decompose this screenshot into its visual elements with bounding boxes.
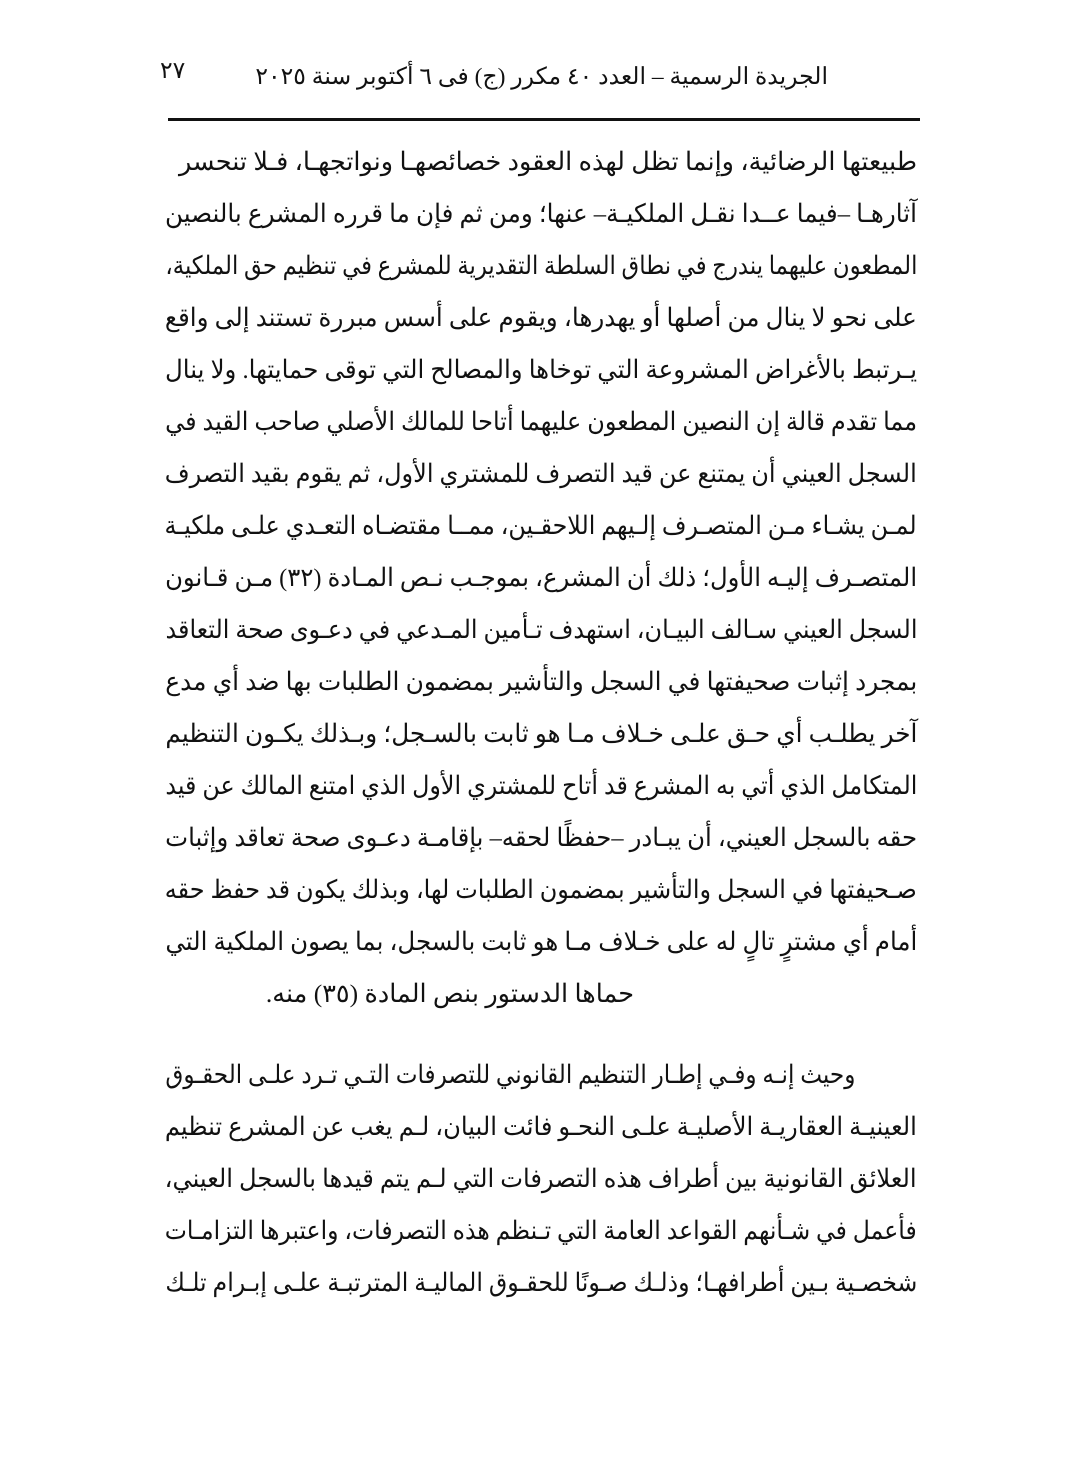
paragraph-1	[165, 136, 917, 1020]
text-line	[165, 656, 917, 708]
line-text: بمجرد إثبات صحيفتها في السجل والتأشير بمضمون الطلبات بها ضد أي مدع	[165, 667, 917, 696]
line-text: فأعمل في شـأنهم القواعد العامة التي تـنظم هذه التصرفات، واعتبرها التزامـات	[165, 1216, 917, 1245]
paragraph-2	[165, 1049, 917, 1309]
text-line	[165, 604, 917, 656]
text-line	[165, 1153, 917, 1205]
line-text: السجل العيني سـالف البيـان، استهدف تـأمين المـدعي في دعـوى صحة التعاقد	[164, 615, 917, 644]
line-text: وحيث إنـه وفـي إطـار التنظيم القانوني للتصرفات التـي تـرد علـى الحقـوق	[165, 1060, 855, 1089]
line-text: العينيـة العقاريـة الأصليـة علـى النحـو فائت البيان، لـم يغب عن المشرع تنظيم	[164, 1112, 917, 1141]
line-text: أمام أي مشترٍ تالٍ له على خـلاف مـا هو ثابت بالسجل، بما يصون الملكية التي	[165, 927, 917, 956]
text-line	[165, 552, 917, 604]
text-line-last	[165, 968, 917, 1020]
line-text: المطعون عليهما يندرج في نطاق السلطة التقديرية للمشرع في تنظيم حق الملكية،	[165, 251, 917, 280]
text-line	[165, 1101, 917, 1153]
line-text: السجل العيني أن يمتنع عن قيد التصرف للمشتري الأول، ثم يقوم بقيد التصرف	[164, 459, 917, 488]
text-line	[165, 1049, 917, 1101]
line-text: المتصـرف إليـه الأول؛ ذلك أن المشرع، بموجـب نـص المـادة (٣٢) مـن قـانون	[165, 563, 917, 592]
text-line	[165, 1205, 917, 1257]
line-text: لمـن يشـاء مـن المتصـرف إلـيهم اللاحقـين، ممــا مقتضـاه التعـدي علـى ملكيـة	[164, 511, 917, 540]
first-line-indent	[855, 1049, 917, 1101]
text-line	[165, 864, 917, 916]
line-text: آخر يطلـب أي حـق علـى خـلاف مـا هو ثابت بالسـجل؛ وبـذلك يكـون التنظيم	[165, 719, 917, 748]
line-text: على نحو لا ينال من أصلها أو يهدرها، ويقوم على أسس مبررة تستند إلى واقع	[164, 303, 917, 332]
text-line	[165, 344, 917, 396]
text-line	[165, 396, 917, 448]
text-line	[165, 760, 917, 812]
page-number: ٢٧	[160, 58, 186, 84]
line-text: آثارهـا –فيما عــدا نقـل الملكيـة– عنها؛ ومن ثم فإن ما قرره المشرع بالنصين	[165, 199, 917, 228]
line-text: المتكامل الذي أتي به المشرع قد أتاح للمشتري الأول الذي امتنع المالك عن قيد	[164, 771, 917, 800]
text-line	[165, 188, 917, 240]
text-line	[165, 500, 917, 552]
text-line	[165, 240, 917, 292]
line-text: حماها الدستور بنص المادة (٣٥) منه.	[265, 979, 634, 1008]
header-title: الجريدة الرسمية – العدد ٤٠ مكرر (ج) فى ٦ أكتوبر سنة ٢٠٢٥	[255, 64, 828, 91]
document-body	[165, 136, 917, 1309]
text-line	[165, 448, 917, 500]
page-header	[160, 58, 920, 98]
line-text: يـرتبط بالأغراض المشروعة التي توخاها والمصالح التي توقى حمايتها. ولا ينال	[164, 355, 917, 384]
line-text: شخصـية بـين أطرافهـا؛ وذلـك صـونًا للحقـوق الماليـة المترتبـة علـى إبـرام تلـك	[165, 1268, 917, 1297]
text-line	[165, 1257, 917, 1309]
header-divider-rule	[168, 118, 920, 121]
line-text: طبيعتها الرضائية، وإنما تظل لهذه العقود خصائصهـا ونواتجهـا، فـلا تنحسر	[178, 147, 917, 176]
text-line	[165, 136, 917, 188]
line-text: حقه بالسجل العيني، أن يبـادر –حفظًا لحقه– بإقامـة دعـوى صحة تعاقد وإثبات	[165, 823, 917, 852]
text-line	[165, 916, 917, 968]
line-text: مما تقدم قالة إن النصين المطعون عليهما أتاحا للمالك الأصلي صاحب القيد في	[164, 407, 917, 436]
text-line	[165, 812, 917, 864]
text-line	[165, 708, 917, 760]
line-text: صـحيفتها في السجل والتأشير بمضمون الطلبات لها، وبذلك يكون قد حفظ حقه	[164, 875, 917, 904]
line-text: العلائق القانونية بين أطراف هذه التصرفات التي لـم يتم قيدها بالسجل العيني،	[165, 1164, 917, 1193]
text-line	[165, 292, 917, 344]
